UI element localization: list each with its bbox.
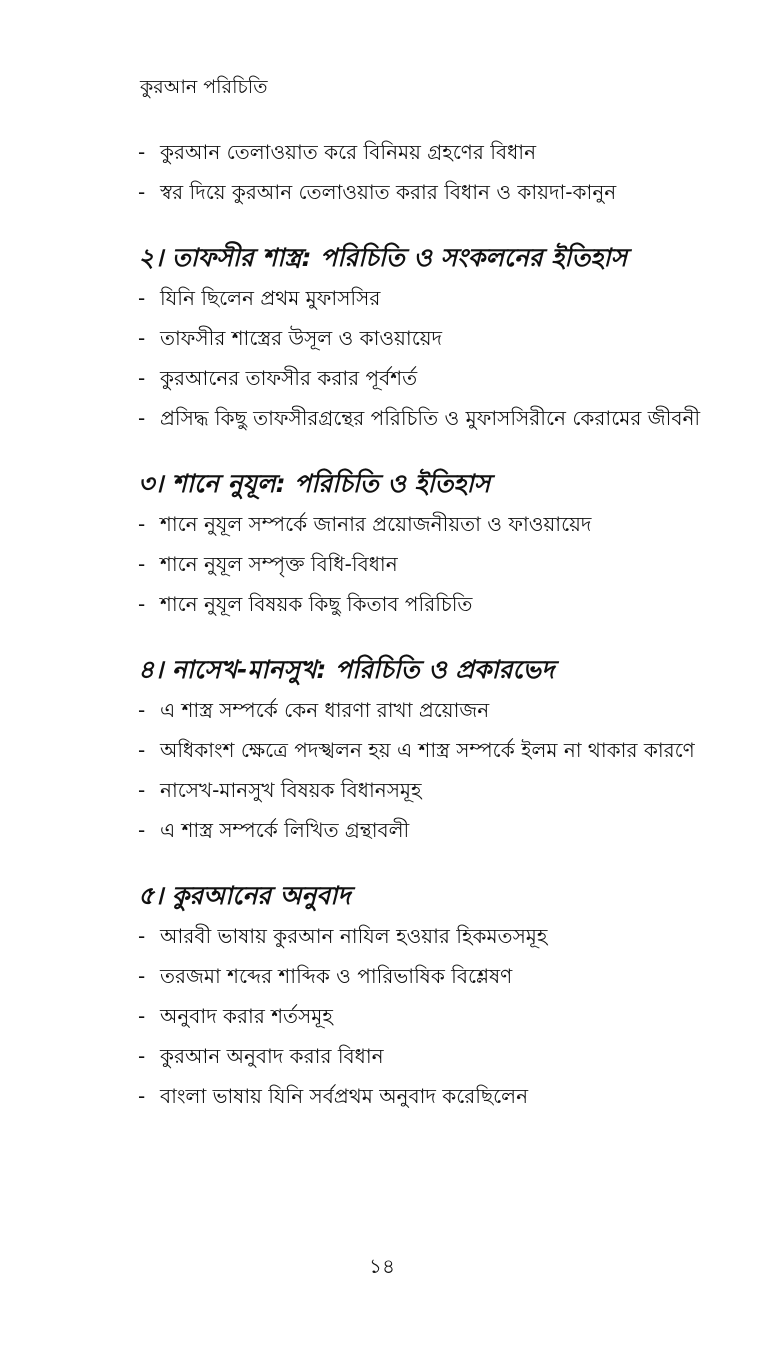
bullet-dash: - [138,180,146,204]
section-gap [138,850,734,876]
list-item-text: শানে নুযূল সম্পর্কে জানার প্রয়োজনীয়তা ও ফাওয়ায়েদ [160,512,592,536]
list-item [138,544,734,584]
bullet-dash: - [138,406,146,430]
list-item [138,690,734,730]
bullet-dash: - [138,964,146,988]
list-item [138,584,734,624]
section-gap [138,624,734,650]
list-item-text: এ শাস্ত্র সম্পর্কে লিখিত গ্রন্থাবলী [160,818,410,842]
bullet-dash: - [138,512,146,536]
section-heading: ২। তাফসীর শাস্ত্র: পরিচিতি ও সংকলনের ইতিহাস [138,243,628,272]
list-item [138,398,734,438]
bullet-dash: - [138,738,146,762]
list-item [138,1036,734,1076]
bullet-dash: - [138,778,146,802]
list-item-text: কুরআন তেলাওয়াত করে বিনিময় গ্রহণের বিধান [160,140,537,164]
bullet-dash: - [138,1004,146,1028]
bullet-dash: - [138,592,146,616]
bullet-dash: - [138,698,146,722]
bullet-dash: - [138,1044,146,1068]
bullet-dash: - [138,366,146,390]
section-gap [138,212,734,238]
list-item [138,956,734,996]
list-item [138,916,734,956]
list-item-text: আরবী ভাষায় কুরআন নাযিল হওয়ার হিকমতসমূহ [160,924,548,948]
list-item-text: বাংলা ভাষায় যিনি সর্বপ্রথম অনুবাদ করেছিলেন [160,1084,529,1108]
page-number: ১৪ [369,1254,395,1278]
list-item-text: অধিকাংশ ক্ষেত্রে পদস্খলন হয় এ শাস্ত্র সম্পর্কে ইলম না থাকার কারণে [160,738,695,762]
list-item-text: কুরআনের তাফসীর করার পূর্বশর্ত [160,366,418,390]
list-item [138,770,734,810]
list-item [138,278,734,318]
list-item [138,810,734,850]
list-item [138,1076,734,1116]
list-item-text: স্বর দিয়ে কুরআন তেলাওয়াত করার বিধান ও কায়দা-কানুন [160,180,617,204]
bullet-dash: - [138,1084,146,1108]
list-item-text: তাফসীর শাস্ত্রের উসূল ও কাওয়ায়েদ [160,326,443,350]
list-item-text: তরজমা শব্দের শাব্দিক ও পারিভাষিক বিশ্লেষণ [160,964,513,988]
page-content [138,132,734,1116]
list-item-text: এ শাস্ত্র সম্পর্কে কেন ধারণা রাখা প্রয়োজন [160,698,490,722]
section-heading: ৪। নাসেখ-মানসুখ: পরিচিতি ও প্রকারভেদ [138,655,555,684]
list-item [138,730,734,770]
section-heading: ৫। কুরআনের অনুবাদ [138,881,351,910]
list-item-text: নাসেখ-মানসুখ বিষয়ক বিধানসমূহ [160,778,422,802]
bullet-dash: - [138,140,146,164]
list-item [138,172,734,212]
list-item-text: প্রসিদ্ধ কিছু তাফসীরগ্রন্থের পরিচিতি ও মুফাসসিরীনে কেরামের জীবনী [160,406,701,430]
section-heading: ৩। শানে নুযূল: পরিচিতি ও ইতিহাস [138,469,491,498]
list-item-text: অনুবাদ করার শর্তসমূহ [160,1004,333,1028]
list-item-text: যিনি ছিলেন প্রথম মুফাসসির [160,286,381,310]
bullet-dash: - [138,326,146,350]
list-item-text: কুরআন অনুবাদ করার বিধান [160,1044,384,1068]
list-item [138,132,734,172]
section-gap [138,438,734,464]
list-item [138,996,734,1036]
bullet-dash: - [138,552,146,576]
list-item-text: শানে নুযূল বিষয়ক কিছু কিতাব পরিচিতি [160,592,473,616]
bullet-dash: - [138,286,146,310]
list-item [138,504,734,544]
list-item [138,318,734,358]
running-header: কুরআন পরিচিতি [140,76,268,98]
bullet-dash: - [138,924,146,948]
bullet-dash: - [138,818,146,842]
list-item [138,358,734,398]
list-item-text: শানে নুযূল সম্পৃক্ত বিধি-বিধান [160,552,398,576]
